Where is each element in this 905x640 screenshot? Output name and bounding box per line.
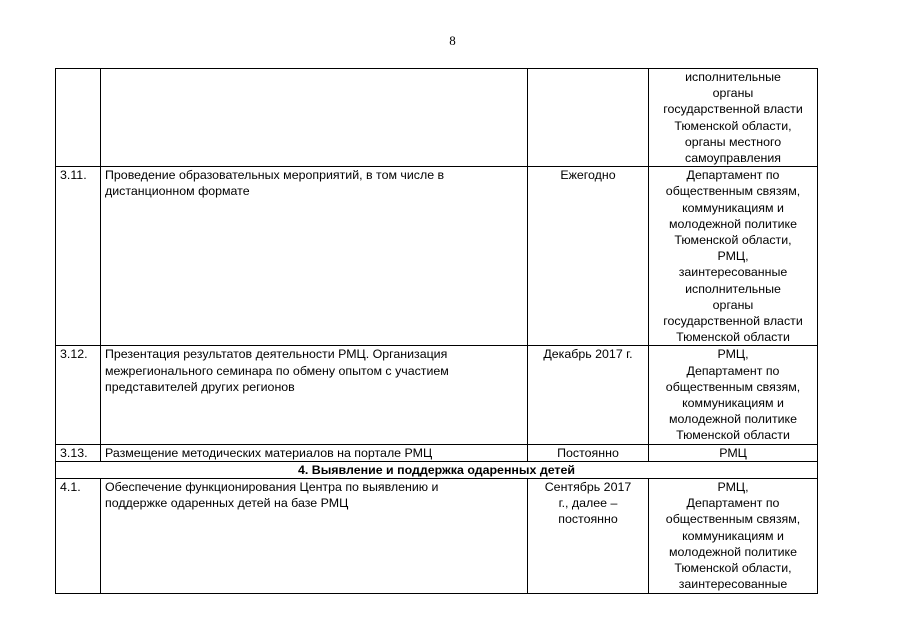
deadline-cell <box>528 69 649 167</box>
table-row <box>56 69 818 167</box>
section-heading: 4. Выявление и поддержка одаренных детей <box>56 461 818 478</box>
deadline-cell: Декабрь 2017 г. <box>528 346 649 444</box>
item-number <box>56 69 101 167</box>
deadline-cell: Постоянно <box>528 444 649 461</box>
responsible-cell: РМЦ <box>649 444 818 461</box>
activity-cell: Презентация результатов деятельности РМЦ. Организация межрегионального семинара по обмену опытом с участием представителей других регионов <box>101 346 528 444</box>
table-row <box>56 167 818 346</box>
item-number: 3.12. <box>56 346 101 444</box>
table-row <box>56 346 818 444</box>
deadline-cell: Ежегодно <box>528 167 649 346</box>
activity-cell <box>101 69 528 167</box>
responsible-cell: РМЦ, Департамент по общественным связям, коммуникациям и молодежной политике Тюменской области <box>649 346 818 444</box>
section-heading-row <box>56 461 818 478</box>
table-row <box>56 444 818 461</box>
action-plan-table <box>55 68 818 594</box>
responsible-cell: Департамент по общественным связям, коммуникациям и молодежной политике Тюменской области, РМЦ, заинтересованные исполнительные органы государственной власти Тюменской области <box>649 167 818 346</box>
activity-cell: Проведение образовательных мероприятий, в том числе в дистанционном формате <box>101 167 528 346</box>
item-number: 3.13. <box>56 444 101 461</box>
activity-cell: Обеспечение функционирования Центра по выявлению и поддержке одаренных детей на базе РМЦ <box>101 479 528 593</box>
page-number: 8 <box>449 33 456 48</box>
table-row <box>56 479 818 593</box>
deadline-cell: Сентябрь 2017 г., далее – постоянно <box>528 479 649 593</box>
item-number: 3.11. <box>56 167 101 346</box>
activity-cell: Размещение методических материалов на портале РМЦ <box>101 444 528 461</box>
item-number: 4.1. <box>56 479 101 593</box>
responsible-cell: РМЦ, Департамент по общественным связям, коммуникациям и молодежной политике Тюменской области, заинтересованные <box>649 479 818 593</box>
responsible-cell: исполнительные органы государственной власти Тюменской области, органы местного самоуправления <box>649 69 818 167</box>
